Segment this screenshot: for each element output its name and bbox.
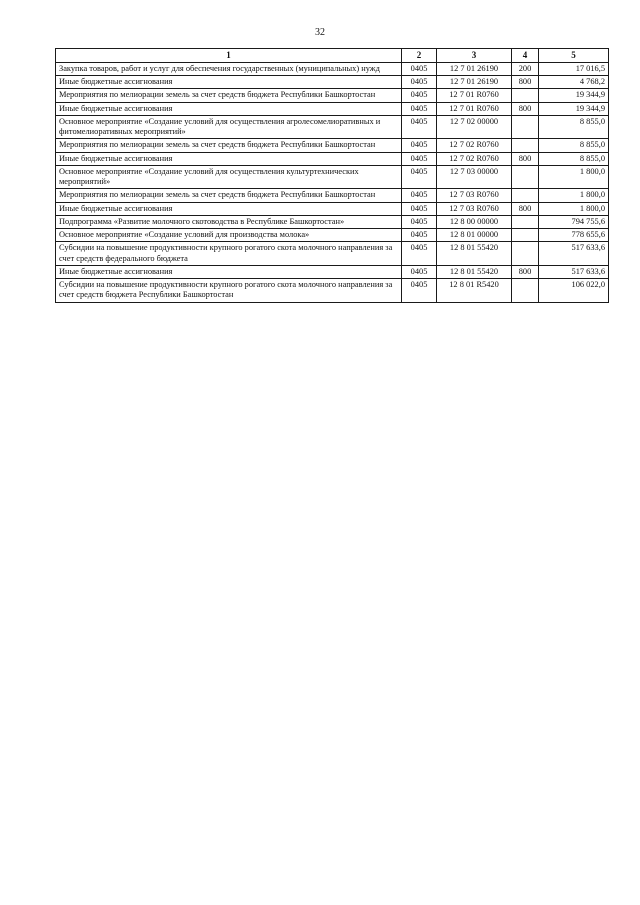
table-row (56, 115, 609, 139)
row-target-article: 12 7 01 26190 (437, 62, 512, 75)
row-amount: 17 016,5 (539, 62, 609, 75)
row-description: Мероприятия по мелиорации земель за счет средств бюджета Республики Башкортостан (56, 139, 402, 152)
row-target-article: 12 8 01 R5420 (437, 279, 512, 303)
row-expense-type: 800 (512, 202, 539, 215)
row-expense-type (512, 242, 539, 266)
row-description: Основное мероприятие «Создание условий для осуществления культуртехнических мероприятий» (56, 165, 402, 189)
table-row (56, 215, 609, 228)
row-amount: 4 768,2 (539, 76, 609, 89)
row-section-code: 0405 (402, 139, 437, 152)
row-target-article: 12 7 02 R0760 (437, 152, 512, 165)
row-section-code: 0405 (402, 229, 437, 242)
row-target-article: 12 7 02 00000 (437, 115, 512, 139)
row-section-code: 0405 (402, 165, 437, 189)
row-section-code: 0405 (402, 115, 437, 139)
row-amount: 778 655,6 (539, 229, 609, 242)
table-row (56, 229, 609, 242)
row-expense-type (512, 189, 539, 202)
row-expense-type (512, 279, 539, 303)
row-section-code: 0405 (402, 265, 437, 278)
row-amount: 106 022,0 (539, 279, 609, 303)
row-expense-type (512, 139, 539, 152)
row-expense-type (512, 89, 539, 102)
row-target-article: 12 7 02 R0760 (437, 139, 512, 152)
row-description: Иные бюджетные ассигнования (56, 76, 402, 89)
row-expense-type: 800 (512, 265, 539, 278)
row-expense-type: 800 (512, 76, 539, 89)
row-section-code: 0405 (402, 89, 437, 102)
row-expense-type (512, 229, 539, 242)
row-section-code: 0405 (402, 76, 437, 89)
table-row (56, 202, 609, 215)
row-section-code: 0405 (402, 62, 437, 75)
row-description: Закупка товаров, работ и услуг для обеспечения государственных (муниципальных) нужд (56, 62, 402, 75)
table-body (56, 62, 609, 302)
table-row (56, 76, 609, 89)
row-target-article: 12 7 01 R0760 (437, 102, 512, 115)
row-target-article: 12 8 00 00000 (437, 215, 512, 228)
row-expense-type (512, 115, 539, 139)
row-amount: 1 800,0 (539, 189, 609, 202)
row-description: Мероприятия по мелиорации земель за счет средств бюджета Республики Башкортостан (56, 189, 402, 202)
table-row (56, 152, 609, 165)
row-description: Иные бюджетные ассигнования (56, 102, 402, 115)
row-expense-type: 800 (512, 152, 539, 165)
header-col-4: 4 (512, 49, 539, 63)
row-description: Субсидии на повышение продуктивности крупного рогатого скота молочного направления за счет средств федерального бюджета (56, 242, 402, 266)
row-section-code: 0405 (402, 202, 437, 215)
table-header (56, 49, 609, 63)
row-amount: 794 755,6 (539, 215, 609, 228)
row-description: Иные бюджетные ассигнования (56, 152, 402, 165)
row-amount: 8 855,0 (539, 152, 609, 165)
table-row (56, 102, 609, 115)
row-amount: 19 344,9 (539, 89, 609, 102)
header-col-3: 3 (437, 49, 512, 63)
row-expense-type: 800 (512, 102, 539, 115)
table-row (56, 265, 609, 278)
row-expense-type (512, 215, 539, 228)
row-amount: 517 633,6 (539, 242, 609, 266)
row-section-code: 0405 (402, 215, 437, 228)
table-row (56, 62, 609, 75)
row-target-article: 12 7 03 R0760 (437, 189, 512, 202)
row-target-article: 12 8 01 55420 (437, 265, 512, 278)
row-amount: 8 855,0 (539, 115, 609, 139)
page-number: 32 (315, 27, 325, 38)
row-section-code: 0405 (402, 242, 437, 266)
header-row (56, 49, 609, 63)
row-description: Подпрограмма «Развитие молочного скотоводства в Республике Башкортостан» (56, 215, 402, 228)
row-target-article: 12 8 01 55420 (437, 242, 512, 266)
header-col-2: 2 (402, 49, 437, 63)
row-description: Иные бюджетные ассигнования (56, 202, 402, 215)
row-amount: 8 855,0 (539, 139, 609, 152)
row-description: Мероприятия по мелиорации земель за счет средств бюджета Республики Башкортостан (56, 89, 402, 102)
table-row (56, 139, 609, 152)
header-col-5: 5 (539, 49, 609, 63)
row-description: Основное мероприятие «Создание условий для осуществления агролесомелиоративных и фитомелиоративных мероприятий» (56, 115, 402, 139)
table-row (56, 165, 609, 189)
header-col-1: 1 (56, 49, 402, 63)
row-expense-type: 200 (512, 62, 539, 75)
row-expense-type (512, 165, 539, 189)
table-row (56, 279, 609, 303)
row-target-article: 12 7 03 R0760 (437, 202, 512, 215)
row-target-article: 12 7 01 26190 (437, 76, 512, 89)
row-section-code: 0405 (402, 102, 437, 115)
row-target-article: 12 7 03 00000 (437, 165, 512, 189)
row-section-code: 0405 (402, 152, 437, 165)
row-amount: 1 800,0 (539, 165, 609, 189)
table-row (56, 242, 609, 266)
row-description: Субсидии на повышение продуктивности крупного рогатого скота молочного направления за счет средств бюджета Республики Башкортостан (56, 279, 402, 303)
budget-table (55, 48, 609, 303)
row-amount: 517 633,6 (539, 265, 609, 278)
row-target-article: 12 7 01 R0760 (437, 89, 512, 102)
row-section-code: 0405 (402, 279, 437, 303)
row-target-article: 12 8 01 00000 (437, 229, 512, 242)
row-amount: 19 344,9 (539, 102, 609, 115)
row-section-code: 0405 (402, 189, 437, 202)
row-description: Основное мероприятие «Создание условий для производства молока» (56, 229, 402, 242)
table-row (56, 89, 609, 102)
table-row (56, 189, 609, 202)
row-amount: 1 800,0 (539, 202, 609, 215)
row-description: Иные бюджетные ассигнования (56, 265, 402, 278)
